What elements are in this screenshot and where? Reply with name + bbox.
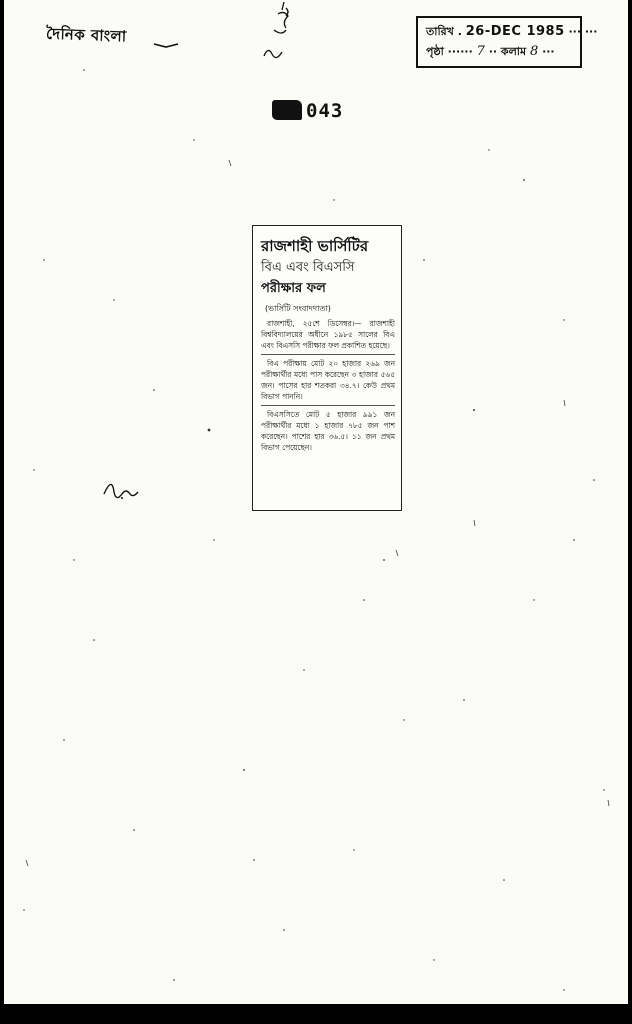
clipping-paragraph: বিএসসিতে মোট ৫ হাজার ৯৯১ জন পরীক্ষার্থীর মধ্যে ১ হাজার ৭৮৫ জন পাশ করেছেন। পাশের হার ৩৬.৫। ১১ জন প্রথম বিভাগ পেয়েছেন। — [261, 410, 395, 452]
paragraph-divider — [261, 354, 395, 355]
serial-ink-smudge — [272, 100, 302, 120]
pen-tick-mark — [152, 38, 182, 52]
stamp-date-value: 26-DEC 1985 — [465, 24, 565, 39]
headline-line-3: পরীক্ষার ফল — [261, 281, 326, 296]
stamp-page-value: 7 — [476, 44, 485, 59]
newspaper-source-label: দৈনিক বাংলা — [45, 24, 127, 46]
headline-line-1: রাজশাহী ভার্সিটির — [261, 237, 369, 255]
stamp-column-value: 8 — [529, 44, 539, 59]
clipping-byline: (ভার্সিটি সংবাদদাতা) — [265, 304, 331, 313]
date-stamp: তারিখ . 26-DEC 1985 ··· ··· পৃষ্ঠা ······ 7 ·· কলাম 8 ··· — [416, 16, 582, 68]
clipping-paragraph: বিএ পরীক্ষায় মোট ২০ হাজার ২৬৯ জন পরীক্ষার্থীর মধ্যে পাস করেছেন ৩ হাজার ৫৬৫ জন। পাসের হার শতকরা ৩৪.৭। কেউ প্রথম বিভাগ পাননি। — [261, 359, 395, 401]
paragraph-divider — [261, 405, 395, 406]
handwritten-scribble — [256, 0, 306, 70]
clipping-paragraph: রাজশাহী, ২৫শে ডিসেম্বর।— রাজশাহী বিশ্ববিদ্যালয়ের অধীনে ১৯৮৫ সালের বিএ এবং বিএসসি পরীক্ষার ফল প্রকাশিত হয়েছে। — [261, 319, 395, 350]
clipping-headline — [261, 236, 395, 299]
stamp-date-label: তারিখ — [426, 25, 454, 38]
archive-serial-number — [272, 100, 343, 122]
serial-number-text: 043 — [306, 100, 344, 122]
headline-line-2: বিএ এবং বিএসসি — [261, 260, 355, 275]
scanned-page — [4, 0, 628, 1004]
clipping-body — [261, 318, 395, 453]
stamp-page-label: পৃষ্ঠা — [426, 45, 444, 58]
stamp-column-label: কলাম — [500, 45, 527, 58]
handwritten-initial — [100, 474, 144, 504]
newspaper-clipping — [252, 225, 402, 511]
